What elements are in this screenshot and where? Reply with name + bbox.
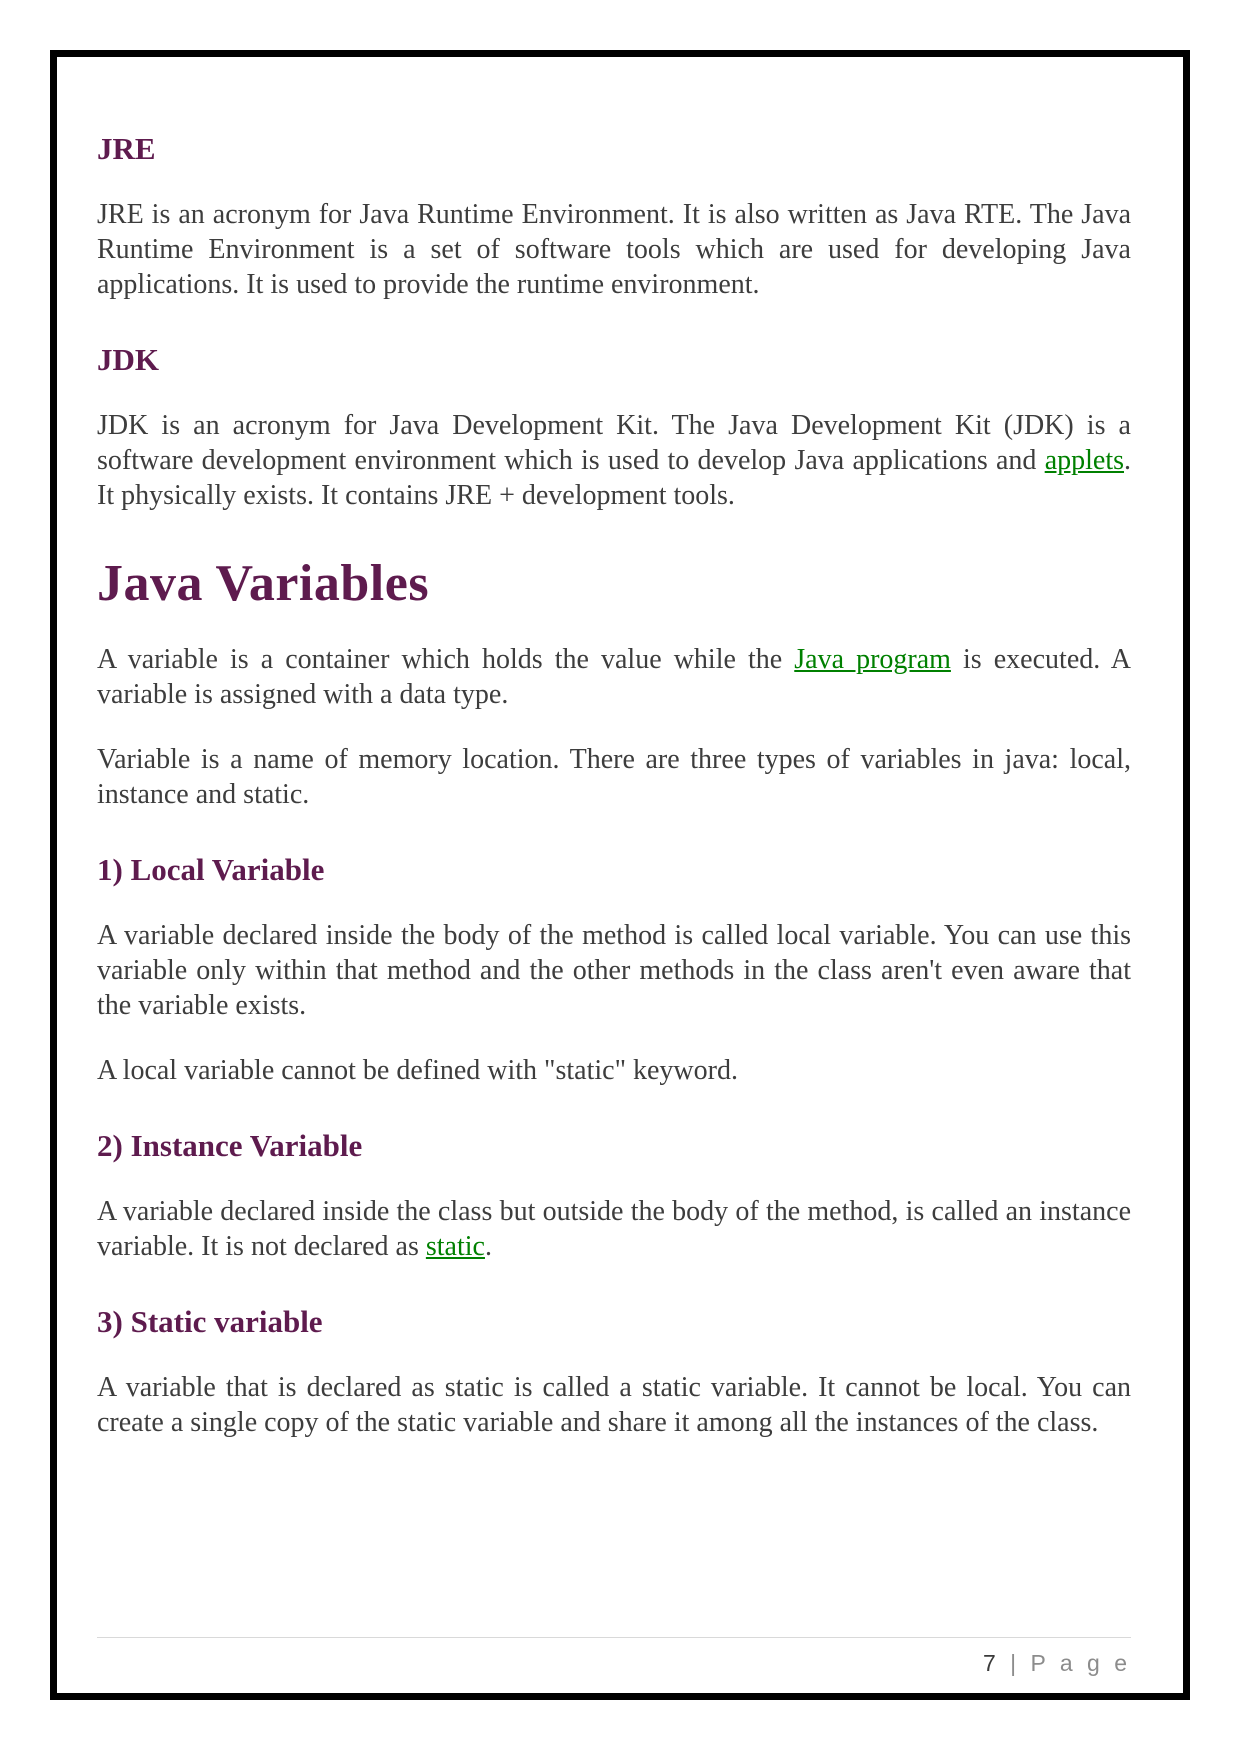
paragraph-variable-types bbox=[97, 742, 1131, 812]
heading-jre: JRE bbox=[97, 131, 156, 166]
text-segment: JDK is an acronym for Java Development Kit. The Java Development Kit (JDK) is a software development environment which is used to develop Java applications and bbox=[97, 410, 1131, 476]
page-number: 7 bbox=[982, 1650, 1000, 1676]
text-segment: JRE is an acronym for Java Runtime Environment. It is also written as Java RTE. The Java Runtime Environment is a set of software tools which are used for developing Java applications. It is used to provide the runtime environment. bbox=[97, 199, 1131, 300]
text-segment: . It physically exists. It contains JRE + development tools. bbox=[97, 445, 1131, 511]
static-link[interactable]: static bbox=[425, 1230, 485, 1262]
paragraph-instance-variable bbox=[97, 1194, 1131, 1264]
heading-local-variable: 1) Local Variable bbox=[97, 851, 325, 887]
page-footer bbox=[97, 1637, 1131, 1677]
text-segment: A variable is a container which holds the value while the bbox=[97, 643, 795, 675]
paragraph-variables-intro bbox=[97, 642, 1131, 712]
java-program-link[interactable]: Java program bbox=[794, 643, 951, 675]
paragraph-local-variable bbox=[97, 918, 1131, 1023]
paragraph-local-variable-note bbox=[97, 1053, 1131, 1088]
text-segment: A variable declared inside the class but outside the body of the method, is called an instance variable. It is not declared as bbox=[97, 1195, 1131, 1262]
paragraph-jdk bbox=[97, 408, 1131, 513]
page-label: | P a g e bbox=[1010, 1650, 1131, 1676]
text-segment: A variable declared inside the body of the method is called local variable. You can use this variable only within that method and the other methods in the class aren't even aware that the variable exists. bbox=[97, 919, 1131, 1021]
text-segment: A local variable cannot be defined with "static" keyword. bbox=[97, 1054, 738, 1086]
page-border bbox=[50, 50, 1190, 1700]
heading-java-variables: Java Variables bbox=[97, 555, 430, 612]
text-segment: is executed. A variable is assigned with a data type. bbox=[97, 643, 1131, 710]
page-content bbox=[57, 57, 1183, 1440]
text-segment: A variable that is declared as static is called a static variable. It cannot be local. You can create a single copy of the static variable and share it among all the instances of the class. bbox=[97, 1371, 1131, 1438]
paragraph-static-variable bbox=[97, 1370, 1131, 1440]
heading-jdk: JDK bbox=[97, 342, 159, 377]
heading-instance-variable: 2) Instance Variable bbox=[97, 1127, 363, 1163]
paragraph-jre bbox=[97, 197, 1131, 302]
text-segment: Variable is a name of memory location. There are three types of variables in java: local, instance and static. bbox=[97, 743, 1131, 810]
text-segment: . bbox=[484, 1230, 492, 1262]
applets-link[interactable]: applets bbox=[1044, 445, 1124, 476]
heading-static-variable: 3) Static variable bbox=[97, 1303, 323, 1339]
